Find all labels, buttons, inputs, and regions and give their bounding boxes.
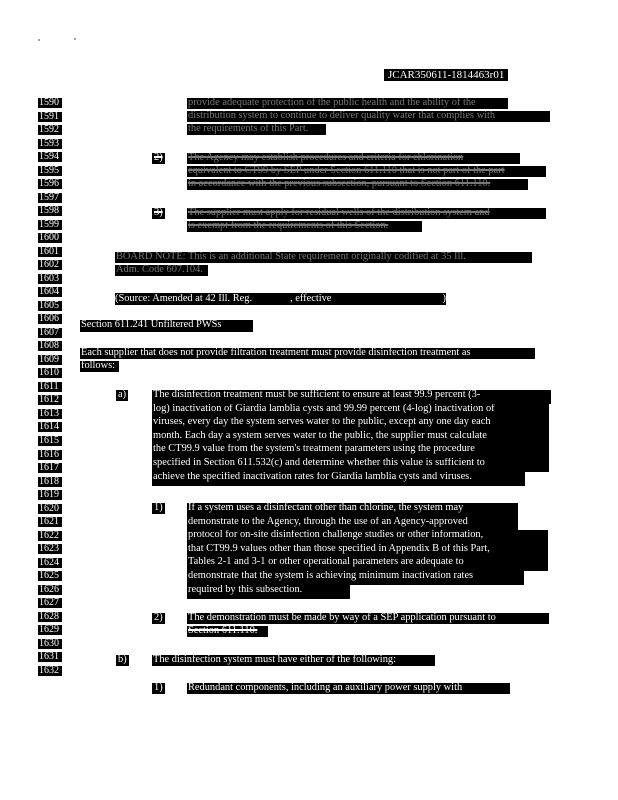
deleted-line: The supplier must apply for residual wells of the distribution system and — [187, 208, 546, 219]
line-number: 1621 — [38, 517, 62, 527]
source-middle: , effective — [290, 293, 332, 304]
line-number: 1612 — [38, 395, 62, 405]
line-number: 1631 — [38, 652, 62, 662]
line-number: 1597 — [38, 193, 62, 203]
a-item-1-line: Tables 2-1 and 3-1 or other operational parameters are adequate to — [187, 557, 548, 571]
subsection-a-line: achieve the specified inactivation rates for Giardia lamblia cysts and viruses. — [152, 472, 525, 486]
subsection-b-text: The disinfection system must have either of the following: — [152, 655, 435, 666]
subsection-a-line: log) inactivation of Giardia lamblia cysts and 99.99 percent (4-log) inactivation of — [152, 404, 549, 418]
a-item-2-line: Section 611.110. — [187, 626, 268, 637]
redacted-blank — [252, 293, 290, 305]
intro-line: follows: — [80, 361, 119, 372]
faded-line: distribution system to continue to deliver quality water that complies with — [187, 111, 550, 122]
item-2-label: 2) — [154, 152, 163, 163]
subsection-b-label: b) — [118, 654, 127, 665]
line-number: 1605 — [38, 301, 62, 311]
source-note — [115, 293, 446, 305]
line-number: 1628 — [38, 612, 62, 622]
line-number: 1629 — [38, 625, 62, 635]
redacted-blank — [331, 293, 442, 305]
line-number: 1618 — [38, 477, 62, 487]
line-number: 1610 — [38, 368, 62, 378]
a-item-1-line: If a system uses a disinfectant other than chlorine, the system may — [187, 503, 518, 517]
source-prefix: (Source: Amended at 42 Ill. Reg. — [115, 293, 253, 304]
line-number: 1615 — [38, 436, 62, 446]
line-number: 1590 — [38, 98, 62, 108]
line-number: 1619 — [38, 490, 62, 500]
subsection-a-line: specified in Section 611.532(c) and determine whether this value is sufficient to — [152, 458, 549, 472]
item-3-label: 3) — [154, 207, 163, 218]
deleted-line: in accordance with the previous subsection, pursuant to Section 611.110. — [187, 179, 528, 190]
line-number: 1611 — [38, 382, 62, 392]
line-number: 1609 — [38, 355, 62, 365]
b-item-1-label: 1) — [154, 682, 163, 693]
board-note-line: Adm. Code 607.104. — [115, 265, 208, 276]
line-number: 1608 — [38, 341, 62, 351]
line-number: 1622 — [38, 531, 62, 541]
line-number: 1600 — [38, 233, 62, 243]
line-number: 1599 — [38, 220, 62, 230]
a-item-1-label: 1) — [154, 502, 163, 513]
scan-specks — [38, 36, 78, 42]
subsection-a-line: the CT99.9 value from the system's treatment parameters using the procedure — [152, 444, 549, 458]
source-suffix: ) — [442, 293, 446, 304]
line-number: 1603 — [38, 274, 62, 284]
deleted-line: equivalent to CT99 by SEP under Section 611.110 that is not part of the part — [187, 166, 546, 177]
line-number: 1602 — [38, 260, 62, 270]
line-number: 1625 — [38, 571, 62, 581]
line-number: 1604 — [38, 287, 62, 297]
a-item-1-line: protocol for on-site disinfection challenge studies or other information, — [187, 530, 548, 544]
line-number: 1601 — [38, 247, 62, 257]
line-number: 1591 — [38, 112, 62, 122]
faded-line: the requirements of this Part. — [187, 124, 326, 135]
line-number: 1596 — [38, 179, 62, 189]
document-id: JCAR350611-1814463r01 — [384, 69, 508, 81]
line-number: 1607 — [38, 328, 62, 338]
b-item-1-text: Redundant components, including an auxiliary power supply with — [187, 683, 510, 694]
subsection-a-label: a) — [118, 389, 127, 400]
deleted-line: The Agency may establish procedures and criteria for chlorination — [187, 153, 520, 164]
subsection-a-line: viruses, every day the system serves water to the public, except any one day each — [152, 417, 549, 431]
line-number: 1616 — [38, 450, 62, 460]
line-number: 1606 — [38, 314, 62, 324]
board-note-line: BOARD NOTE: This is an additional State requirement originally codified at 35 Ill. — [115, 252, 532, 263]
section-heading: Section 611.241 Unfiltered PWSs — [80, 320, 253, 332]
a-item-2-line: The demonstration must be made by way of a SEP application pursuant to — [187, 613, 549, 624]
line-number: 1592 — [38, 125, 62, 135]
line-number: 1595 — [38, 166, 62, 176]
line-number: 1593 — [38, 139, 62, 149]
line-number: 1594 — [38, 152, 62, 162]
line-number: 1627 — [38, 598, 62, 608]
line-number: 1598 — [38, 206, 62, 216]
a-item-1-line: required by this subsection. — [187, 585, 350, 599]
line-number: 1626 — [38, 585, 62, 595]
faded-line: provide adequate protection of the public health and the ability of the — [187, 98, 508, 109]
subsection-a-line: The disinfection treatment must be sufficient to ensure at least 99.9 percent (3- — [152, 390, 551, 404]
subsection-a-line: month. Each day a system serves water to the public, the supplier must calculate — [152, 431, 549, 445]
a-item-1-line: demonstrate that the system is achieving minimum inactivation rates — [187, 571, 524, 585]
line-number: 1620 — [38, 504, 62, 514]
intro-line: Each supplier that does not provide filtration treatment must provide disinfection treatment as — [80, 348, 535, 359]
line-number: 1617 — [38, 463, 62, 473]
line-number: 1613 — [38, 409, 62, 419]
deleted-line: is exempt from the requirements of this Section. — [187, 221, 422, 232]
a-item-1-line: demonstrate to the Agency, through the use of an Agency-approved — [187, 517, 518, 531]
line-number: 1624 — [38, 558, 62, 568]
a-item-1-line: that CT99.9 values other than those specified in Appendix B of this Part, — [187, 544, 548, 558]
line-number: 1632 — [38, 666, 62, 676]
line-number: 1614 — [38, 422, 62, 432]
line-number: 1630 — [38, 639, 62, 649]
a-item-2-label: 2) — [154, 612, 163, 623]
line-number: 1623 — [38, 544, 62, 554]
